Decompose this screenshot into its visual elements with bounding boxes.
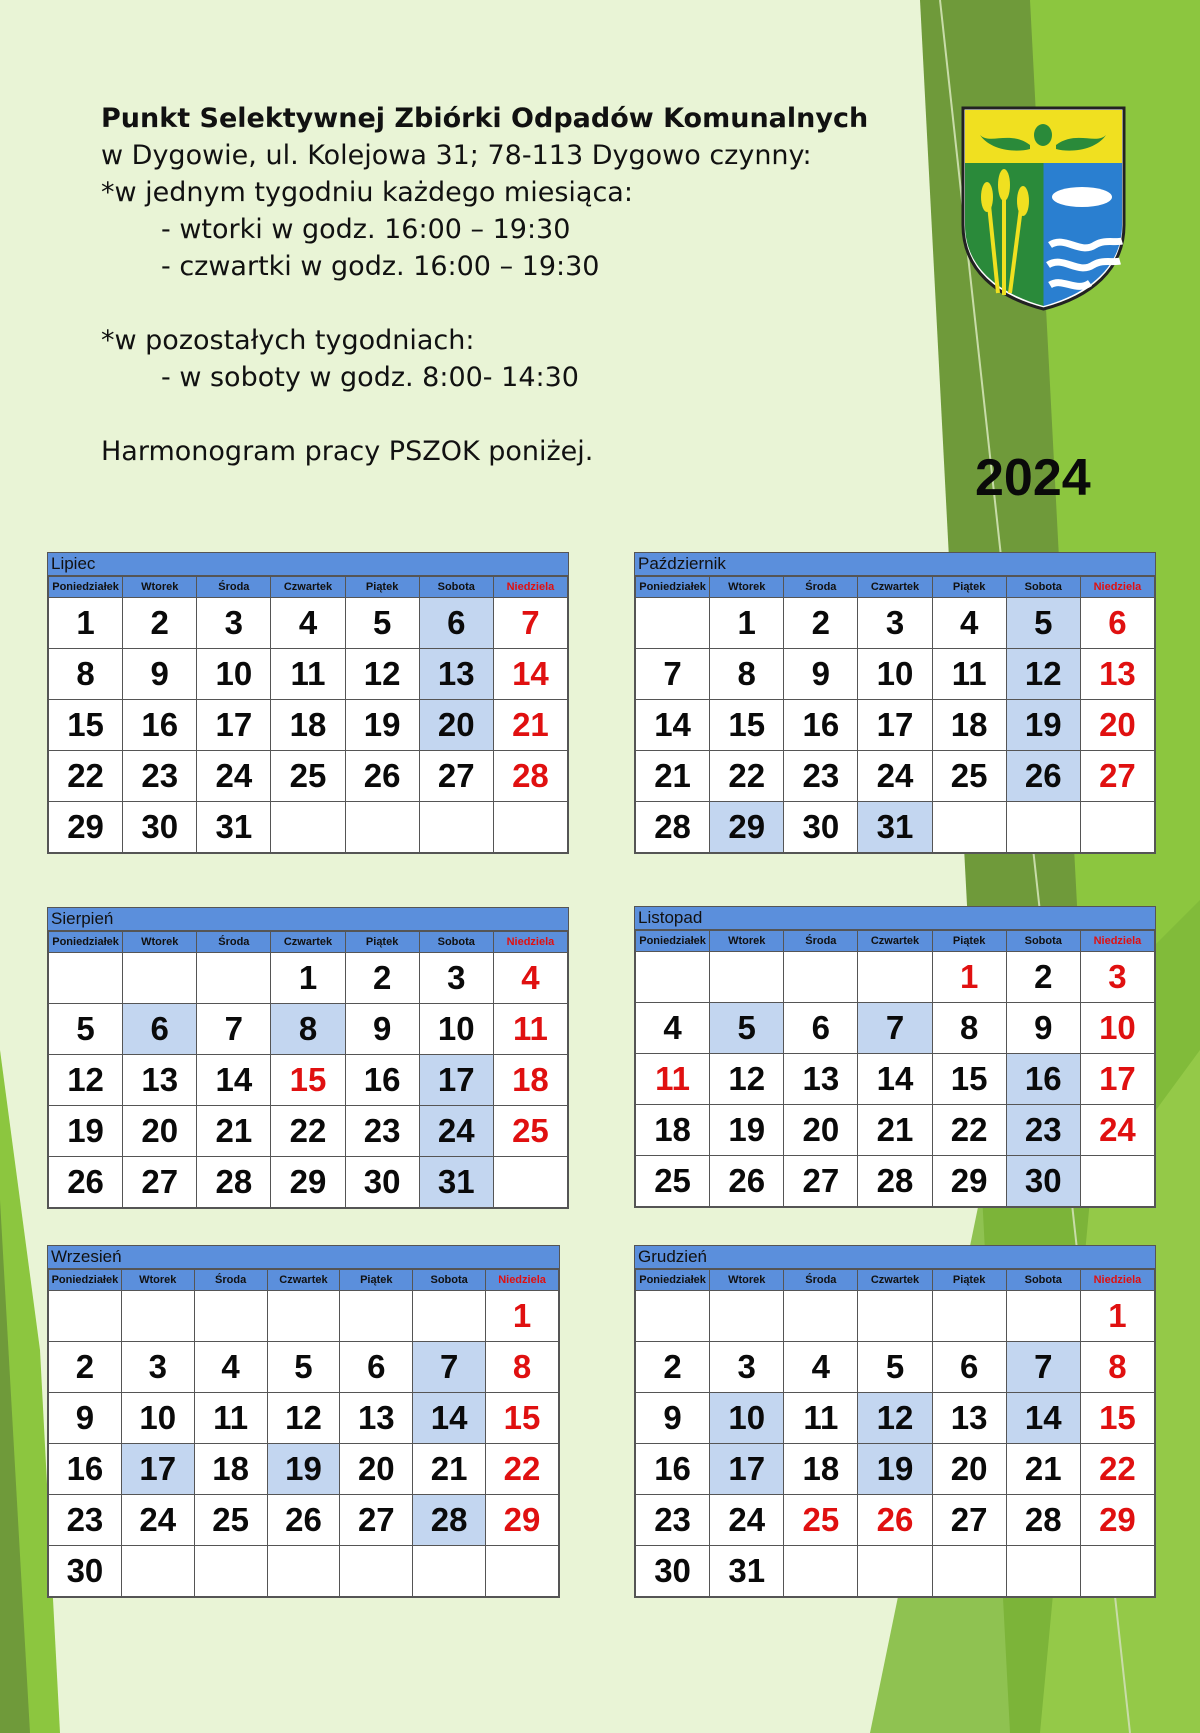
day-cell: 14 [413, 1393, 486, 1444]
day-cell: 24 [121, 1495, 194, 1546]
weekday-header: Czwartek [271, 932, 345, 953]
day-cell: 13 [932, 1393, 1006, 1444]
day-cell: 3 [858, 598, 932, 649]
day-cell: 24 [197, 751, 271, 802]
empty-cell [1006, 1546, 1080, 1597]
day-cell: 24 [858, 751, 932, 802]
day-cell: 14 [858, 1054, 932, 1105]
weekday-header: Środa [194, 1270, 267, 1291]
empty-cell [858, 952, 932, 1003]
weekday-header: Poniedziałek [49, 932, 123, 953]
day-cell: 5 [710, 1003, 784, 1054]
empty-cell [493, 1157, 567, 1208]
info-title: Punkt Selektywnej Zbiórki Odpadów Komunalnych [101, 103, 869, 134]
empty-cell [710, 952, 784, 1003]
day-cell: 14 [197, 1055, 271, 1106]
day-cell: 8 [710, 649, 784, 700]
empty-cell [932, 1546, 1006, 1597]
info-thursdays: - czwartki w godz. 16:00 – 19:30 [161, 251, 600, 282]
day-cell: 26 [1006, 751, 1080, 802]
day-cell: 5 [858, 1342, 932, 1393]
weekday-header: Środa [784, 931, 858, 952]
day-cell: 13 [784, 1054, 858, 1105]
weekday-header: Środa [197, 577, 271, 598]
weekday-header: Wtorek [710, 577, 784, 598]
day-cell: 2 [123, 598, 197, 649]
month-title: Sierpień [48, 908, 568, 931]
day-cell: 29 [486, 1495, 559, 1546]
day-cell: 7 [858, 1003, 932, 1054]
calendar-listopad [634, 906, 1156, 1208]
day-cell: 5 [345, 598, 419, 649]
day-cell: 22 [271, 1106, 345, 1157]
weekday-header: Wtorek [123, 577, 197, 598]
empty-cell [710, 1291, 784, 1342]
day-cell: 18 [493, 1055, 567, 1106]
day-cell: 30 [636, 1546, 710, 1597]
day-cell: 25 [194, 1495, 267, 1546]
day-cell: 26 [345, 751, 419, 802]
weekday-header: Piątek [932, 931, 1006, 952]
info-one-week: *w jednym tygodniu każdego miesiąca: [101, 177, 633, 208]
month-title: Wrzesień [48, 1246, 559, 1269]
empty-cell [419, 802, 493, 853]
month-title: Listopad [635, 907, 1155, 930]
empty-cell [858, 1546, 932, 1597]
day-cell: 20 [123, 1106, 197, 1157]
day-cell: 26 [710, 1156, 784, 1207]
empty-cell [267, 1546, 340, 1597]
day-cell: 7 [636, 649, 710, 700]
empty-cell [1080, 1546, 1154, 1597]
empty-cell [271, 802, 345, 853]
day-cell: 27 [340, 1495, 413, 1546]
day-cell: 10 [710, 1393, 784, 1444]
day-cell: 3 [121, 1342, 194, 1393]
day-cell: 10 [1080, 1003, 1154, 1054]
day-cell: 24 [419, 1106, 493, 1157]
day-cell: 29 [932, 1156, 1006, 1207]
weekday-header: Sobota [413, 1270, 486, 1291]
empty-cell [784, 1291, 858, 1342]
day-cell: 1 [271, 953, 345, 1004]
day-cell: 25 [784, 1495, 858, 1546]
month-title: Lipiec [48, 553, 568, 576]
day-cell: 6 [1080, 598, 1154, 649]
calendar-lipiec [47, 552, 569, 854]
day-cell: 2 [1006, 952, 1080, 1003]
day-cell: 5 [1006, 598, 1080, 649]
day-cell: 29 [1080, 1495, 1154, 1546]
day-cell: 4 [493, 953, 567, 1004]
day-cell: 16 [49, 1444, 122, 1495]
day-cell: 18 [636, 1105, 710, 1156]
day-cell: 30 [784, 802, 858, 853]
day-cell: 28 [493, 751, 567, 802]
day-cell: 1 [710, 598, 784, 649]
day-cell: 27 [123, 1157, 197, 1208]
year-label: 2024 [975, 449, 1091, 507]
municipality-coat-of-arms [960, 105, 1127, 311]
weekday-header: Wtorek [121, 1270, 194, 1291]
day-cell: 4 [932, 598, 1006, 649]
month-grid [635, 930, 1155, 1207]
day-cell: 9 [49, 1393, 122, 1444]
empty-cell [486, 1546, 559, 1597]
day-cell: 23 [123, 751, 197, 802]
day-cell: 17 [710, 1444, 784, 1495]
day-cell: 10 [858, 649, 932, 700]
day-cell: 8 [49, 649, 123, 700]
weekday-header: Czwartek [271, 577, 345, 598]
day-cell: 7 [413, 1342, 486, 1393]
day-cell: 9 [1006, 1003, 1080, 1054]
day-cell: 28 [858, 1156, 932, 1207]
day-cell: 18 [271, 700, 345, 751]
day-cell: 19 [1006, 700, 1080, 751]
empty-cell [340, 1546, 413, 1597]
day-cell: 18 [194, 1444, 267, 1495]
weekday-header: Czwartek [858, 1270, 932, 1291]
day-cell: 12 [858, 1393, 932, 1444]
day-cell: 3 [419, 953, 493, 1004]
day-cell: 19 [49, 1106, 123, 1157]
day-cell: 5 [49, 1004, 123, 1055]
day-cell: 18 [784, 1444, 858, 1495]
weekday-header: Poniedziałek [636, 1270, 710, 1291]
weekday-header: Niedziela [1080, 577, 1154, 598]
day-cell: 11 [194, 1393, 267, 1444]
weekday-header: Sobota [1006, 577, 1080, 598]
empty-cell [267, 1291, 340, 1342]
day-cell: 2 [784, 598, 858, 649]
weekday-header: Piątek [932, 577, 1006, 598]
day-cell: 23 [784, 751, 858, 802]
day-cell: 11 [493, 1004, 567, 1055]
day-cell: 1 [486, 1291, 559, 1342]
day-cell: 21 [413, 1444, 486, 1495]
day-cell: 20 [784, 1105, 858, 1156]
day-cell: 19 [267, 1444, 340, 1495]
day-cell: 13 [123, 1055, 197, 1106]
day-cell: 28 [636, 802, 710, 853]
day-cell: 18 [932, 700, 1006, 751]
day-cell: 3 [1080, 952, 1154, 1003]
empty-cell [636, 598, 710, 649]
day-cell: 21 [636, 751, 710, 802]
day-cell: 2 [49, 1342, 122, 1393]
day-cell: 11 [932, 649, 1006, 700]
day-cell: 19 [345, 700, 419, 751]
empty-cell [197, 953, 271, 1004]
info-tuesdays: - wtorki w godz. 16:00 – 19:30 [161, 214, 571, 245]
weekday-header: Sobota [419, 932, 493, 953]
weekday-header: Sobota [419, 577, 493, 598]
weekday-header: Wtorek [123, 932, 197, 953]
day-cell: 9 [123, 649, 197, 700]
day-cell: 26 [858, 1495, 932, 1546]
day-cell: 15 [710, 700, 784, 751]
day-cell: 17 [121, 1444, 194, 1495]
day-cell: 20 [419, 700, 493, 751]
day-cell: 10 [419, 1004, 493, 1055]
day-cell: 24 [710, 1495, 784, 1546]
day-cell: 30 [1006, 1156, 1080, 1207]
day-cell: 13 [1080, 649, 1154, 700]
weekday-header: Środa [197, 932, 271, 953]
day-cell: 3 [197, 598, 271, 649]
day-cell: 4 [271, 598, 345, 649]
empty-cell [49, 953, 123, 1004]
day-cell: 6 [340, 1342, 413, 1393]
day-cell: 8 [932, 1003, 1006, 1054]
empty-cell [1080, 1156, 1154, 1207]
day-cell: 8 [486, 1342, 559, 1393]
weekday-header: Piątek [932, 1270, 1006, 1291]
day-cell: 16 [123, 700, 197, 751]
empty-cell [121, 1291, 194, 1342]
day-cell: 28 [1006, 1495, 1080, 1546]
weekday-header: Sobota [1006, 1270, 1080, 1291]
day-cell: 22 [710, 751, 784, 802]
day-cell: 9 [636, 1393, 710, 1444]
day-cell: 20 [932, 1444, 1006, 1495]
empty-cell [194, 1546, 267, 1597]
day-cell: 15 [271, 1055, 345, 1106]
day-cell: 13 [340, 1393, 413, 1444]
day-cell: 22 [1080, 1444, 1154, 1495]
day-cell: 27 [419, 751, 493, 802]
day-cell: 21 [197, 1106, 271, 1157]
weekday-header: Wtorek [710, 931, 784, 952]
day-cell: 15 [486, 1393, 559, 1444]
weekday-header: Czwartek [858, 931, 932, 952]
day-cell: 27 [932, 1495, 1006, 1546]
empty-cell [1006, 1291, 1080, 1342]
weekday-header: Niedziela [1080, 931, 1154, 952]
month-grid [48, 576, 568, 853]
empty-cell [345, 802, 419, 853]
weekday-header: Piątek [345, 577, 419, 598]
weekday-header: Niedziela [486, 1270, 559, 1291]
month-grid [48, 1269, 559, 1597]
empty-cell [1006, 802, 1080, 853]
empty-cell [784, 1546, 858, 1597]
day-cell: 6 [932, 1342, 1006, 1393]
day-cell: 11 [784, 1393, 858, 1444]
weekday-header: Czwartek [858, 577, 932, 598]
day-cell: 8 [271, 1004, 345, 1055]
weekday-header: Piątek [345, 932, 419, 953]
weekday-header: Poniedziałek [636, 577, 710, 598]
day-cell: 20 [1080, 700, 1154, 751]
empty-cell [340, 1291, 413, 1342]
weekday-header: Niedziela [493, 577, 567, 598]
day-cell: 16 [345, 1055, 419, 1106]
day-cell: 5 [267, 1342, 340, 1393]
empty-cell [636, 952, 710, 1003]
day-cell: 19 [710, 1105, 784, 1156]
day-cell: 14 [493, 649, 567, 700]
month-grid [635, 576, 1155, 853]
weekday-header: Poniedziałek [636, 931, 710, 952]
empty-cell [858, 1291, 932, 1342]
weekday-header: Czwartek [267, 1270, 340, 1291]
day-cell: 21 [858, 1105, 932, 1156]
day-cell: 6 [419, 598, 493, 649]
day-cell: 29 [271, 1157, 345, 1208]
day-cell: 13 [419, 649, 493, 700]
day-cell: 9 [784, 649, 858, 700]
empty-cell [121, 1546, 194, 1597]
empty-cell [493, 802, 567, 853]
day-cell: 14 [636, 700, 710, 751]
empty-cell [413, 1546, 486, 1597]
day-cell: 26 [267, 1495, 340, 1546]
day-cell: 23 [1006, 1105, 1080, 1156]
day-cell: 12 [267, 1393, 340, 1444]
empty-cell [932, 1291, 1006, 1342]
day-cell: 20 [340, 1444, 413, 1495]
calendar-wrzesien [47, 1245, 560, 1598]
day-cell: 25 [636, 1156, 710, 1207]
day-cell: 2 [636, 1342, 710, 1393]
day-cell: 31 [419, 1157, 493, 1208]
day-cell: 25 [493, 1106, 567, 1157]
info-other-weeks: *w pozostałych tygodniach: [101, 325, 475, 356]
day-cell: 6 [784, 1003, 858, 1054]
calendar-grudzien [634, 1245, 1156, 1598]
day-cell: 19 [858, 1444, 932, 1495]
empty-cell [932, 802, 1006, 853]
day-cell: 29 [49, 802, 123, 853]
weekday-header: Sobota [1006, 931, 1080, 952]
day-cell: 28 [197, 1157, 271, 1208]
day-cell: 22 [932, 1105, 1006, 1156]
day-cell: 22 [49, 751, 123, 802]
day-cell: 27 [1080, 751, 1154, 802]
day-cell: 15 [1080, 1393, 1154, 1444]
day-cell: 16 [1006, 1054, 1080, 1105]
calendar-sierpien [47, 907, 569, 1209]
day-cell: 4 [194, 1342, 267, 1393]
day-cell: 11 [271, 649, 345, 700]
day-cell: 24 [1080, 1105, 1154, 1156]
day-cell: 23 [345, 1106, 419, 1157]
weekday-header: Środa [784, 577, 858, 598]
day-cell: 4 [784, 1342, 858, 1393]
day-cell: 15 [49, 700, 123, 751]
info-address: w Dygowie, ul. Kolejowa 31; 78-113 Dygowo czynny: [101, 140, 812, 171]
day-cell: 30 [123, 802, 197, 853]
weekday-header: Piątek [340, 1270, 413, 1291]
day-cell: 21 [493, 700, 567, 751]
day-cell: 11 [636, 1054, 710, 1105]
empty-cell [784, 952, 858, 1003]
weekday-header: Wtorek [710, 1270, 784, 1291]
day-cell: 12 [1006, 649, 1080, 700]
day-cell: 17 [419, 1055, 493, 1106]
day-cell: 31 [197, 802, 271, 853]
month-title: Październik [635, 553, 1155, 576]
day-cell: 16 [636, 1444, 710, 1495]
day-cell: 17 [197, 700, 271, 751]
day-cell: 8 [1080, 1342, 1154, 1393]
day-cell: 22 [486, 1444, 559, 1495]
empty-cell [123, 953, 197, 1004]
empty-cell [194, 1291, 267, 1342]
day-cell: 7 [1006, 1342, 1080, 1393]
day-cell: 12 [49, 1055, 123, 1106]
weekday-header: Środa [784, 1270, 858, 1291]
calendar-pazdziernik [634, 552, 1156, 854]
day-cell: 16 [784, 700, 858, 751]
day-cell: 23 [49, 1495, 122, 1546]
info-footer: Harmonogram pracy PSZOK poniżej. [101, 436, 594, 467]
day-cell: 4 [636, 1003, 710, 1054]
info-text-block [101, 100, 868, 470]
day-cell: 21 [1006, 1444, 1080, 1495]
day-cell: 14 [1006, 1393, 1080, 1444]
weekday-header: Poniedziałek [49, 577, 123, 598]
day-cell: 31 [710, 1546, 784, 1597]
day-cell: 25 [271, 751, 345, 802]
weekday-header: Niedziela [1080, 1270, 1154, 1291]
day-cell: 7 [197, 1004, 271, 1055]
weekday-header: Poniedziałek [49, 1270, 122, 1291]
day-cell: 17 [858, 700, 932, 751]
day-cell: 2 [345, 953, 419, 1004]
day-cell: 27 [784, 1156, 858, 1207]
day-cell: 31 [858, 802, 932, 853]
day-cell: 1 [932, 952, 1006, 1003]
day-cell: 10 [197, 649, 271, 700]
day-cell: 15 [932, 1054, 1006, 1105]
day-cell: 12 [710, 1054, 784, 1105]
empty-cell [49, 1291, 122, 1342]
day-cell: 6 [123, 1004, 197, 1055]
day-cell: 9 [345, 1004, 419, 1055]
day-cell: 7 [493, 598, 567, 649]
empty-cell [413, 1291, 486, 1342]
month-grid [48, 931, 568, 1208]
day-cell: 1 [1080, 1291, 1154, 1342]
day-cell: 12 [345, 649, 419, 700]
weekday-header: Niedziela [493, 932, 567, 953]
day-cell: 1 [49, 598, 123, 649]
day-cell: 29 [710, 802, 784, 853]
day-cell: 3 [710, 1342, 784, 1393]
day-cell: 26 [49, 1157, 123, 1208]
empty-cell [1080, 802, 1154, 853]
day-cell: 25 [932, 751, 1006, 802]
day-cell: 17 [1080, 1054, 1154, 1105]
month-title: Grudzień [635, 1246, 1155, 1269]
empty-cell [636, 1291, 710, 1342]
day-cell: 28 [413, 1495, 486, 1546]
day-cell: 23 [636, 1495, 710, 1546]
day-cell: 30 [345, 1157, 419, 1208]
day-cell: 10 [121, 1393, 194, 1444]
day-cell: 30 [49, 1546, 122, 1597]
month-grid [635, 1269, 1155, 1597]
info-saturdays: - w soboty w godz. 8:00- 14:30 [161, 362, 579, 393]
